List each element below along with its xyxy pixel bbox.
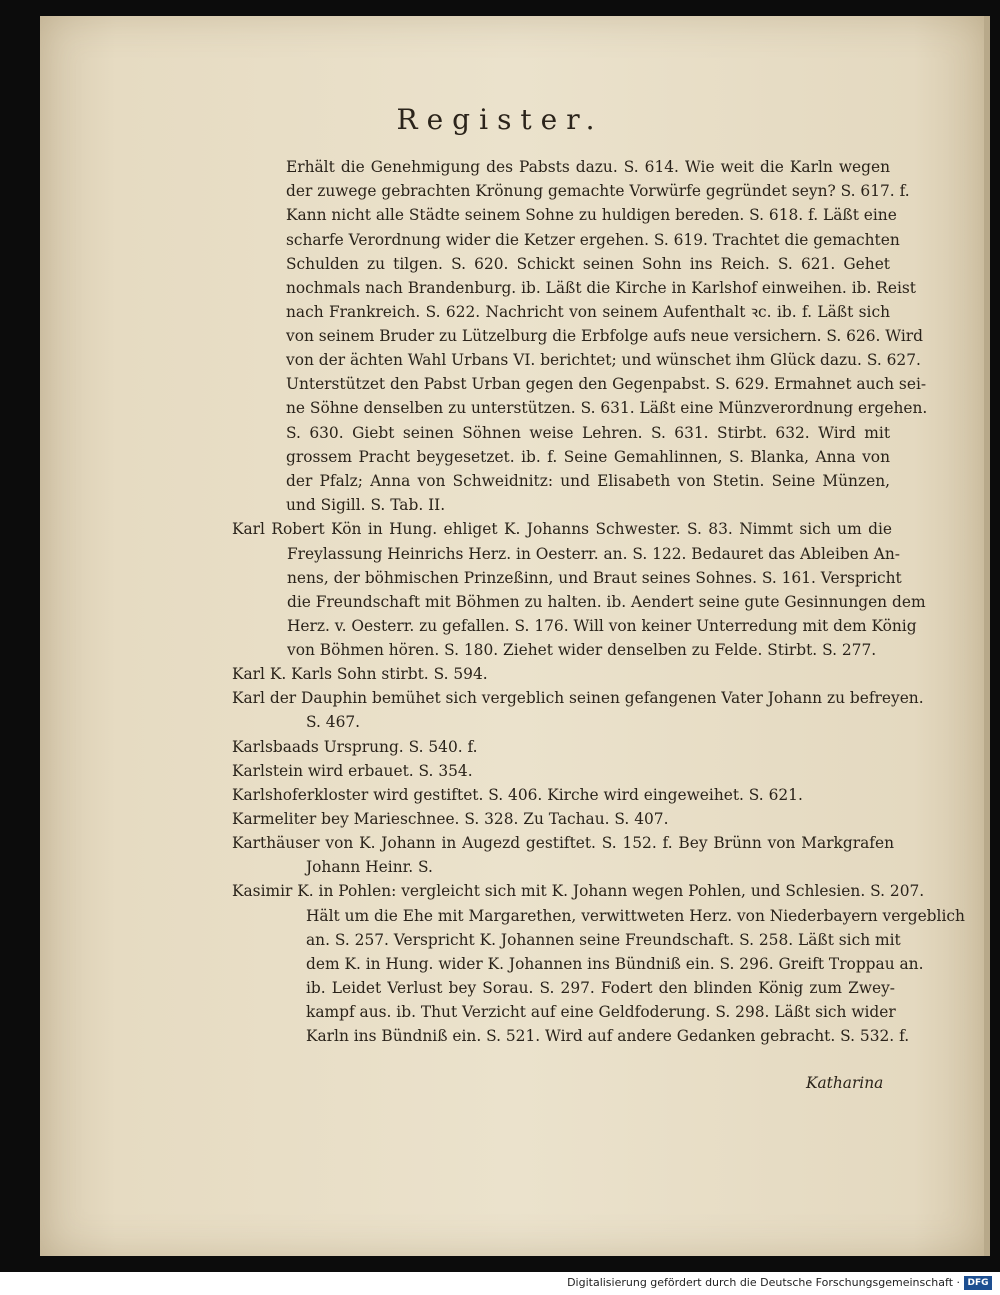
text-line: von der ächten Wahl Urbans VI. berichtet; und wünschet ihm Glück dazu. S. 627. — [286, 351, 921, 369]
catchword: Katharina — [806, 1074, 884, 1092]
text-line: ib. Leidet Verlust bey Sorau. S. 297. Fodert den blinden König zum Zwey- — [306, 979, 895, 997]
text-line: S. 630. Giebt seinen Söhnen weise Lehren. S. 631. Stirbt. 632. Wird mit — [286, 424, 890, 442]
text-line: scharfe Verordnung wider die Ketzer ergehen. S. 619. Trachtet die gemachten — [286, 231, 900, 249]
text-line: und Sigill. S. Tab. II. — [286, 496, 446, 514]
text-line: Erhält die Genehmigung des Pabsts dazu. S. 614. Wie weit die Karln wegen — [286, 158, 890, 176]
text-line: kampf aus. ib. Thut Verzicht auf eine Geldfoderung. S. 298. Läßt sich wider — [306, 1003, 896, 1021]
text-line: Herz. v. Oesterr. zu gefallen. S. 176. Will von keiner Unterredung mit dem König — [287, 617, 917, 635]
text-line: der zuwege gebrachten Krönung gemachte Vorwürfe gegründet seyn? S. 617. f. — [286, 182, 910, 200]
text-line: Schulden zu tilgen. S. 620. Schickt seinen Sohn ins Reich. S. 621. Gehet — [286, 255, 890, 273]
dfg-logo-icon[interactable]: DFG — [964, 1276, 992, 1290]
text-line: Johann Heinr. S. — [306, 858, 433, 876]
entry-headword-line: Karmeliter bey Marieschnee. S. 328. Zu Tachau. S. 407. — [232, 810, 669, 828]
text-line: nach Frankreich. S. 622. Nachricht von seinem Aufenthalt ꝛc. ib. f. Läßt sich — [286, 303, 890, 321]
entry-headword-line: Karthäuser von K. Johann in Augezd gestiftet. S. 152. f. Bey Brünn von Markgrafen — [232, 834, 894, 852]
text-line: Karln ins Bündniß ein. S. 521. Wird auf andere Gedanken gebracht. S. 532. f. — [306, 1027, 910, 1045]
entry-headword-line: Karl K. Karls Sohn stirbt. S. 594. — [232, 665, 488, 683]
text-line: grossem Pracht beygesetzet. ib. f. Seine Gemahlinnen, S. Blanka, Anna von — [286, 448, 890, 466]
entry-headword-line: Karlstein wird erbauet. S. 354. — [232, 762, 473, 780]
entry-headword-line: Kasimir K. in Pohlen: vergleicht sich mit K. Johann wegen Pohlen, und Schlesien. S. 207. — [232, 882, 925, 900]
text-line: an. S. 257. Verspricht K. Johannen seine Freundschaft. S. 258. Läßt sich mit — [306, 931, 901, 949]
entry-headword-line: Karlsbaads Ursprung. S. 540. f. — [232, 738, 478, 756]
text-line: nens, der böhmischen Prinzeßinn, und Braut seines Sohnes. S. 161. Verspricht — [287, 569, 902, 587]
page-title: Register. — [396, 103, 604, 136]
text-line: Unterstützet den Pabst Urban gegen den Gegenpabst. S. 629. Ermahnet auch sei- — [286, 375, 927, 393]
page-edge — [984, 16, 990, 1256]
text-line: nochmals nach Brandenburg. ib. Läßt die Kirche in Karlshof einweihen. ib. Reist — [286, 279, 916, 297]
text-line: von Böhmen hören. S. 180. Ziehet wider denselben zu Felde. Stirbt. S. 277. — [287, 641, 877, 659]
entry-headword-line: Karl Robert Kön in Hung. ehliget K. Johanns Schwester. S. 83. Nimmt sich um die — [232, 520, 892, 538]
entry-headword-line: Karl der Dauphin bemühet sich vergeblich seinen gefangenen Vater Johann zu befreyen. — [232, 689, 924, 707]
text-line: die Freundschaft mit Böhmen zu halten. ib. Aendert seine gute Gesinnungen dem — [287, 593, 926, 611]
text-line: von seinem Bruder zu Lützelburg die Erbfolge aufs neue versichern. S. 626. Wird — [286, 327, 923, 345]
text-line: Hält um die Ehe mit Margarethen, verwittweten Herz. von Niederbayern vergeblich — [306, 907, 965, 925]
text-line: ne Söhne denselben zu unterstützen. S. 631. Läßt eine Münzverordnung ergehen. — [286, 399, 928, 417]
footer-bar — [0, 1272, 1000, 1295]
text-line: Freylassung Heinrichs Herz. in Oesterr. an. S. 122. Bedauret das Ableiben An- — [287, 545, 900, 563]
text-line: S. 467. — [306, 713, 361, 731]
text-line: Kann nicht alle Städte seinem Sohne zu huldigen bereden. S. 618. f. Läßt eine — [286, 206, 897, 224]
footer-credit: Digitalisierung gefördert durch die Deutsche Forschungsgemeinschaft · — [567, 1276, 960, 1289]
entry-headword-line: Karlshoferkloster wird gestiftet. S. 406. Kirche wird eingeweihet. S. 621. — [232, 786, 803, 804]
text-line: der Pfalz; Anna von Schweidnitz: und Elisabeth von Stetin. Seine Münzen, — [286, 472, 890, 490]
text-line: dem K. in Hung. wider K. Johannen ins Bündniß ein. S. 296. Greift Troppau an. — [306, 955, 924, 973]
